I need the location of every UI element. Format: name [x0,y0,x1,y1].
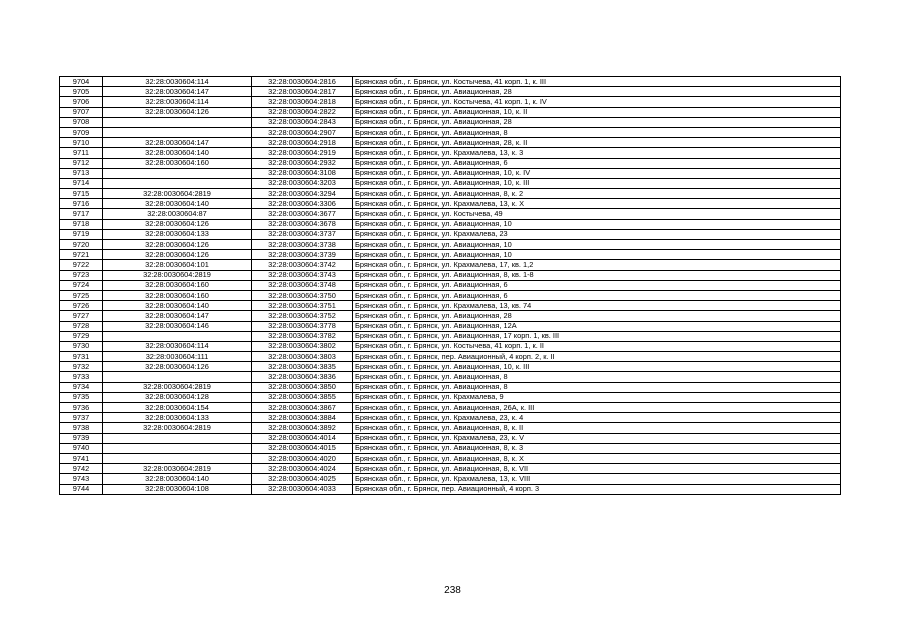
cadastral-number-cell: 32:28:0030604:3750 [252,290,353,300]
cadastral-number-cell: 32:28:0030604:3294 [252,189,353,199]
table-row [60,260,841,270]
row-number-cell: 9709 [60,127,103,137]
cadastral-number-cell: 32:28:0030604:4024 [252,464,353,474]
row-number-cell: 9714 [60,178,103,188]
row-number-cell: 9733 [60,372,103,382]
address-cell: Брянская обл., г. Брянск, ул. Авиационная, 8, к. X [353,453,841,463]
old-cadastral-number-cell [103,443,252,453]
cadastral-number-cell: 32:28:0030604:3743 [252,270,353,280]
row-number-cell: 9741 [60,453,103,463]
address-cell: Брянская обл., г. Брянск, ул. Авиационная, 26А, к. III [353,403,841,413]
cadastral-number-cell: 32:28:0030604:2918 [252,138,353,148]
table-row [60,87,841,97]
address-cell: Брянская обл., г. Брянск, ул. Крахмалева, 13, к. X [353,199,841,209]
row-number-cell: 9707 [60,107,103,117]
table-row [60,77,841,87]
row-number-cell: 9725 [60,290,103,300]
row-number-cell: 9742 [60,464,103,474]
old-cadastral-number-cell: 32:28:0030604:147 [103,87,252,97]
table-row [60,240,841,250]
cadastral-number-cell: 32:28:0030604:3306 [252,199,353,209]
cadastral-number-cell: 32:28:0030604:4025 [252,474,353,484]
row-number-cell: 9737 [60,413,103,423]
address-cell: Брянская обл., г. Брянск, ул. Авиационная, 10 [353,219,841,229]
table-row [60,107,841,117]
row-number-cell: 9743 [60,474,103,484]
address-cell: Брянская обл., г. Брянск, пер. Авиационный, 4 корп. 2, к. II [353,352,841,362]
table-row [60,250,841,260]
cadastral-number-cell: 32:28:0030604:3782 [252,331,353,341]
old-cadastral-number-cell: 32:28:0030604:108 [103,484,252,494]
table-row [60,148,841,158]
row-number-cell: 9740 [60,443,103,453]
address-cell: Брянская обл., г. Брянск, пер. Авиационный, 4 корп. 3 [353,484,841,494]
table-row [60,301,841,311]
cadastral-number-cell: 32:28:0030604:3752 [252,311,353,321]
row-number-cell: 9713 [60,168,103,178]
row-number-cell: 9706 [60,97,103,107]
row-number-cell: 9722 [60,260,103,270]
table-row [60,453,841,463]
old-cadastral-number-cell: 32:28:0030604:114 [103,97,252,107]
old-cadastral-number-cell: 32:28:0030604:2819 [103,464,252,474]
row-number-cell: 9727 [60,311,103,321]
address-cell: Брянская обл., г. Брянск, ул. Авиационная, 8 [353,372,841,382]
cadastral-number-cell: 32:28:0030604:3892 [252,423,353,433]
old-cadastral-number-cell: 32:28:0030604:140 [103,301,252,311]
address-cell: Брянская обл., г. Брянск, ул. Авиационная, 28, к. II [353,138,841,148]
row-number-cell: 9719 [60,229,103,239]
address-cell: Брянская обл., г. Брянск, ул. Авиационная, 28 [353,87,841,97]
table-row [60,433,841,443]
old-cadastral-number-cell [103,117,252,127]
old-cadastral-number-cell: 32:28:0030604:133 [103,229,252,239]
address-cell: Брянская обл., г. Брянск, ул. Авиационная, 10 [353,250,841,260]
address-cell: Брянская обл., г. Брянск, ул. Крахмалева, 23, к. 4 [353,413,841,423]
old-cadastral-number-cell: 32:28:0030604:2819 [103,382,252,392]
row-number-cell: 9736 [60,403,103,413]
cadastral-number-cell: 32:28:0030604:3748 [252,280,353,290]
address-cell: Брянская обл., г. Брянск, ул. Авиационная, 8, к. 2 [353,189,841,199]
table-row [60,270,841,280]
table-row [60,423,841,433]
table-row [60,372,841,382]
row-number-cell: 9734 [60,382,103,392]
cadastral-number-cell: 32:28:0030604:3836 [252,372,353,382]
cadastral-number-cell: 32:28:0030604:3855 [252,392,353,402]
row-number-cell: 9721 [60,250,103,260]
address-cell: Брянская обл., г. Брянск, ул. Костычева, 41 корп. 1, к. III [353,77,841,87]
address-cell: Брянская обл., г. Брянск, ул. Авиационная, 8 [353,382,841,392]
row-number-cell: 9732 [60,362,103,372]
old-cadastral-number-cell: 32:28:0030604:126 [103,107,252,117]
address-cell: Брянская обл., г. Брянск, ул. Авиационная, 28 [353,117,841,127]
cadastral-number-cell: 32:28:0030604:3850 [252,382,353,392]
cadastral-number-cell: 32:28:0030604:3867 [252,403,353,413]
row-number-cell: 9739 [60,433,103,443]
row-number-cell: 9710 [60,138,103,148]
address-cell: Брянская обл., г. Брянск, ул. Авиационная, 8, к. VII [353,464,841,474]
row-number-cell: 9723 [60,270,103,280]
cadastral-number-cell: 32:28:0030604:3677 [252,209,353,219]
old-cadastral-number-cell [103,433,252,443]
cadastral-number-cell: 32:28:0030604:3739 [252,250,353,260]
old-cadastral-number-cell [103,127,252,137]
cadastral-number-cell: 32:28:0030604:2816 [252,77,353,87]
address-cell: Брянская обл., г. Брянск, ул. Авиационная, 10 [353,240,841,250]
address-cell: Брянская обл., г. Брянск, ул. Костычева, 49 [353,209,841,219]
table-row [60,199,841,209]
address-cell: Брянская обл., г. Брянск, ул. Крахмалева, 13, к. 3 [353,148,841,158]
old-cadastral-number-cell: 32:28:0030604:126 [103,240,252,250]
old-cadastral-number-cell [103,331,252,341]
old-cadastral-number-cell: 32:28:0030604:111 [103,352,252,362]
address-cell: Брянская обл., г. Брянск, ул. Авиационная, 10, к. III [353,178,841,188]
cadastral-number-cell: 32:28:0030604:3803 [252,352,353,362]
table-row [60,352,841,362]
table-row [60,178,841,188]
cadastral-number-cell: 32:28:0030604:2818 [252,97,353,107]
old-cadastral-number-cell: 32:28:0030604:160 [103,158,252,168]
registry-table [59,76,841,495]
row-number-cell: 9718 [60,219,103,229]
cadastral-number-cell: 32:28:0030604:3678 [252,219,353,229]
old-cadastral-number-cell: 32:28:0030604:147 [103,138,252,148]
page-number: 238 [444,585,461,596]
old-cadastral-number-cell: 32:28:0030604:140 [103,199,252,209]
table-row [60,321,841,331]
row-number-cell: 9724 [60,280,103,290]
old-cadastral-number-cell: 32:28:0030604:133 [103,413,252,423]
cadastral-number-cell: 32:28:0030604:3203 [252,178,353,188]
cadastral-number-cell: 32:28:0030604:4015 [252,443,353,453]
old-cadastral-number-cell: 32:28:0030604:154 [103,403,252,413]
cadastral-number-cell: 32:28:0030604:3884 [252,413,353,423]
cadastral-number-cell: 32:28:0030604:3751 [252,301,353,311]
table-row [60,362,841,372]
table-row [60,474,841,484]
row-number-cell: 9730 [60,341,103,351]
cadastral-number-cell: 32:28:0030604:3108 [252,168,353,178]
old-cadastral-number-cell: 32:28:0030604:126 [103,362,252,372]
cadastral-number-cell: 32:28:0030604:4014 [252,433,353,443]
cadastral-number-cell: 32:28:0030604:3738 [252,240,353,250]
address-cell: Брянская обл., г. Брянск, ул. Авиационная, 10, к. IV [353,168,841,178]
address-cell: Брянская обл., г. Брянск, ул. Костычева, 41 корп. 1, к. II [353,341,841,351]
table-row [60,331,841,341]
table-row [60,219,841,229]
address-cell: Брянская обл., г. Брянск, ул. Крахмалева, 17, кв. 1,2 [353,260,841,270]
table-row [60,413,841,423]
address-cell: Брянская обл., г. Брянск, ул. Авиационная, 6 [353,290,841,300]
old-cadastral-number-cell: 32:28:0030604:146 [103,321,252,331]
row-number-cell: 9731 [60,352,103,362]
row-number-cell: 9726 [60,301,103,311]
old-cadastral-number-cell: 32:28:0030604:140 [103,148,252,158]
old-cadastral-number-cell: 32:28:0030604:147 [103,311,252,321]
table-row [60,464,841,474]
address-cell: Брянская обл., г. Брянск, ул. Авиационная, 28 [353,311,841,321]
row-number-cell: 9708 [60,117,103,127]
table-row [60,311,841,321]
table-row [60,382,841,392]
cadastral-number-cell: 32:28:0030604:3778 [252,321,353,331]
address-cell: Брянская обл., г. Брянск, ул. Крахмалева, 23 [353,229,841,239]
table-row [60,484,841,494]
table-row [60,280,841,290]
cadastral-number-cell: 32:28:0030604:2817 [252,87,353,97]
old-cadastral-number-cell [103,178,252,188]
table-row [60,209,841,219]
address-cell: Брянская обл., г. Брянск, ул. Авиационная, 8, к. II [353,423,841,433]
row-number-cell: 9728 [60,321,103,331]
old-cadastral-number-cell: 32:28:0030604:160 [103,280,252,290]
old-cadastral-number-cell: 32:28:0030604:128 [103,392,252,402]
row-number-cell: 9715 [60,189,103,199]
row-number-cell: 9716 [60,199,103,209]
address-cell: Брянская обл., г. Брянск, ул. Крахмалева, 13, кв. 74 [353,301,841,311]
table-row [60,290,841,300]
row-number-cell: 9712 [60,158,103,168]
cadastral-number-cell: 32:28:0030604:4033 [252,484,353,494]
table-row [60,168,841,178]
row-number-cell: 9738 [60,423,103,433]
old-cadastral-number-cell: 32:28:0030604:114 [103,77,252,87]
table-row [60,158,841,168]
table-row [60,443,841,453]
cadastral-number-cell: 32:28:0030604:4020 [252,453,353,463]
table-row [60,138,841,148]
address-cell: Брянская обл., г. Брянск, ул. Авиационная, 8 [353,127,841,137]
address-cell: Брянская обл., г. Брянск, ул. Крахмалева, 13, к. VIII [353,474,841,484]
table-row [60,97,841,107]
address-cell: Брянская обл., г. Брянск, ул. Авиационная, 8, к. 3 [353,443,841,453]
address-cell: Брянская обл., г. Брянск, ул. Крахмалева, 9 [353,392,841,402]
table-row [60,229,841,239]
old-cadastral-number-cell: 32:28:0030604:87 [103,209,252,219]
old-cadastral-number-cell: 32:28:0030604:2819 [103,270,252,280]
table-row [60,127,841,137]
cadastral-number-cell: 32:28:0030604:3742 [252,260,353,270]
old-cadastral-number-cell: 32:28:0030604:2819 [103,423,252,433]
old-cadastral-number-cell: 32:28:0030604:101 [103,260,252,270]
address-cell: Брянская обл., г. Брянск, ул. Крахмалева, 23, к. V [353,433,841,443]
table-row [60,341,841,351]
table-row [60,403,841,413]
cadastral-number-cell: 32:28:0030604:2843 [252,117,353,127]
table-row [60,189,841,199]
old-cadastral-number-cell [103,372,252,382]
cadastral-number-cell: 32:28:0030604:3835 [252,362,353,372]
address-cell: Брянская обл., г. Брянск, ул. Авиационная, 8, кв. 1-8 [353,270,841,280]
row-number-cell: 9720 [60,240,103,250]
address-cell: Брянская обл., г. Брянск, ул. Авиационная, 10, к. II [353,107,841,117]
address-cell: Брянская обл., г. Брянск, ул. Авиационная, 6 [353,280,841,290]
registry-table-body [60,77,841,495]
cadastral-number-cell: 32:28:0030604:2932 [252,158,353,168]
address-cell: Брянская обл., г. Брянск, ул. Костычева, 41 корп. 1, к. IV [353,97,841,107]
row-number-cell: 9705 [60,87,103,97]
row-number-cell: 9711 [60,148,103,158]
address-cell: Брянская обл., г. Брянск, ул. Авиационная, 17 корп. 1, кв. III [353,331,841,341]
cadastral-number-cell: 32:28:0030604:2919 [252,148,353,158]
row-number-cell: 9744 [60,484,103,494]
row-number-cell: 9704 [60,77,103,87]
row-number-cell: 9729 [60,331,103,341]
old-cadastral-number-cell: 32:28:0030604:126 [103,219,252,229]
cadastral-number-cell: 32:28:0030604:3802 [252,341,353,351]
cadastral-number-cell: 32:28:0030604:2822 [252,107,353,117]
old-cadastral-number-cell: 32:28:0030604:126 [103,250,252,260]
old-cadastral-number-cell [103,453,252,463]
cadastral-number-cell: 32:28:0030604:2907 [252,127,353,137]
address-cell: Брянская обл., г. Брянск, ул. Авиационная, 6 [353,158,841,168]
old-cadastral-number-cell: 32:28:0030604:2819 [103,189,252,199]
old-cadastral-number-cell: 32:28:0030604:114 [103,341,252,351]
cadastral-number-cell: 32:28:0030604:3737 [252,229,353,239]
old-cadastral-number-cell [103,168,252,178]
row-number-cell: 9717 [60,209,103,219]
old-cadastral-number-cell: 32:28:0030604:160 [103,290,252,300]
address-cell: Брянская обл., г. Брянск, ул. Авиационная, 10, к. III [353,362,841,372]
table-row [60,392,841,402]
row-number-cell: 9735 [60,392,103,402]
address-cell: Брянская обл., г. Брянск, ул. Авиационная, 12А [353,321,841,331]
table-row [60,117,841,127]
old-cadastral-number-cell: 32:28:0030604:140 [103,474,252,484]
